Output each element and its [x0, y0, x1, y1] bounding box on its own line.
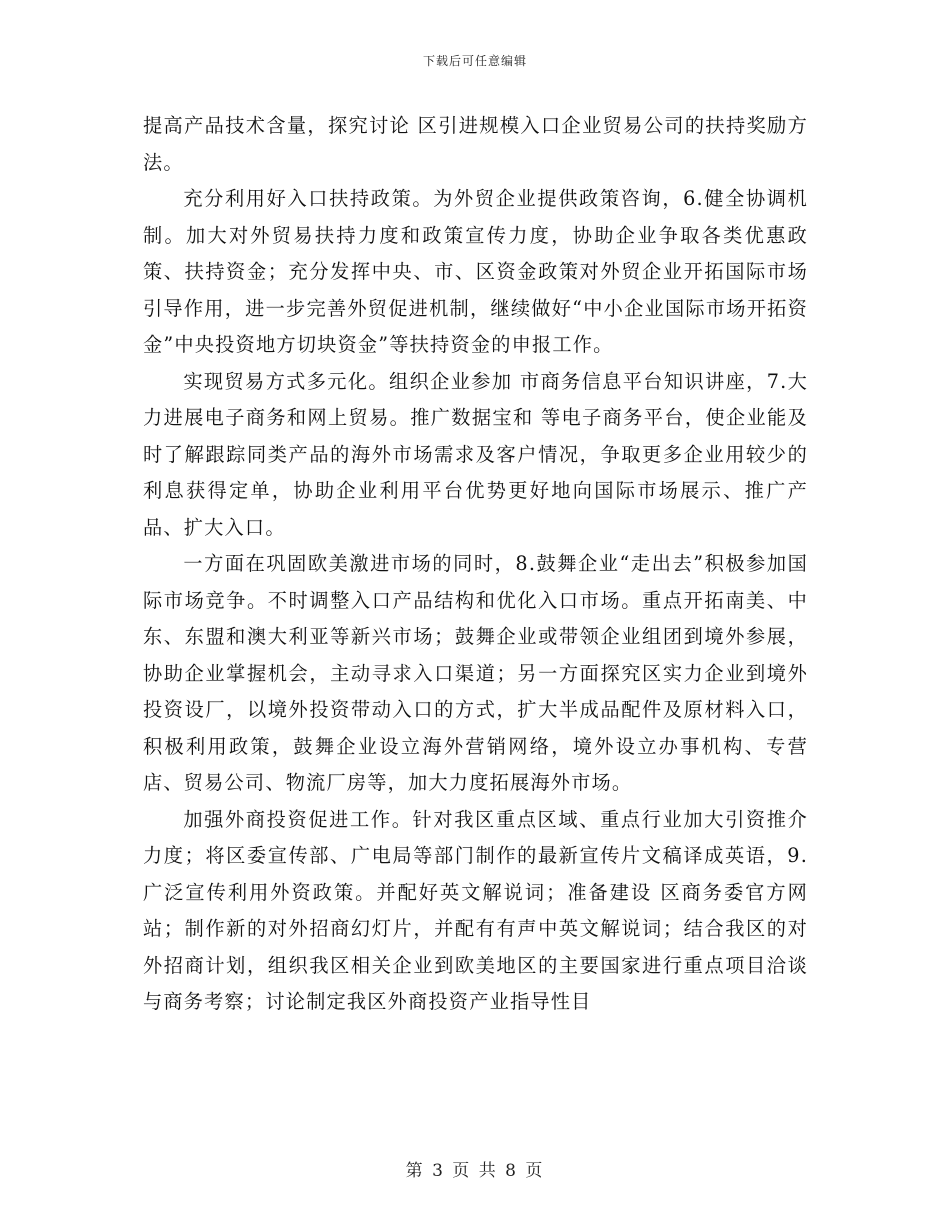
- paragraph-3: 实现贸易方式多元化。组织企业参加 市商务信息平台知识讲座，7.大力进展电子商务和网上贸易。推广数据宝和 等电子商务平台，使企业能及时了解跟踪同类产品的海外市场需求及客户情况，争取更多企业用较少的利息获得定单，协助企业利用平台优势更好地向国际市场展示、推广产品、扩大入口。: [143, 369, 808, 539]
- paragraph-5: 加强外商投资促进工作。针对我区重点区域、重点行业加大引资推介力度；将区委宣传部、广电局等部门制作的最新宣传片文稿译成英语，9.广泛宣传利用外资政策。并配好英文解说词；准备建设 区商务委官方网站；制作新的对外招商幻灯片，并配有有声中英文解说词；结合我区的对外招商计划，组织我区相关企业到欧美地区的主要国家进行重点项目洽谈与商务考察；讨论制定我区外商投资产业指导性目: [143, 807, 808, 1013]
- page-footer: 第 3 页 共 8 页: [405, 1161, 545, 1181]
- paragraph-4: 一方面在巩固欧美激进市场的同时，8.鼓舞企业“走出去”积极参加国际市场竞争。不时调整入口产品结构和优化入口市场。重点开拓南美、中东、东盟和澳大利亚等新兴市场；鼓舞企业或带领企业组团到境外参展，协助企业掌握机会，主动寻求入口渠道；另一方面探究区实力企业到境外投资设厂，以境外投资带动入口的方式，扩大半成品配件及原材料入口，积极利用政策，鼓舞企业设立海外营销网络，境外设立办事机构、专营店、贸易公司、物流厂房等，加大力度拓展海外市场。: [143, 552, 808, 794]
- paragraph-2: 充分利用好入口扶持政策。为外贸企业提供政策咨询，6.健全协调机制。加大对外贸易扶持力度和政策宣传力度，协助企业争取各类优惠政策、扶持资金；充分发挥中央、市、区资金政策对外贸企业开拓国际市场引导作用，进一步完善外贸促进机制，继续做好“中小企业国际市场开拓资金”中央投资地方切块资金”等扶持资金的申报工作。: [143, 187, 808, 356]
- document-body: [143, 108, 808, 1021]
- paragraph-1: 提高产品技术含量，探究讨论 区引进规模入口企业贸易公司的扶持奖励方法。: [143, 114, 808, 174]
- page-header: 下载后可任意编辑: [422, 54, 527, 68]
